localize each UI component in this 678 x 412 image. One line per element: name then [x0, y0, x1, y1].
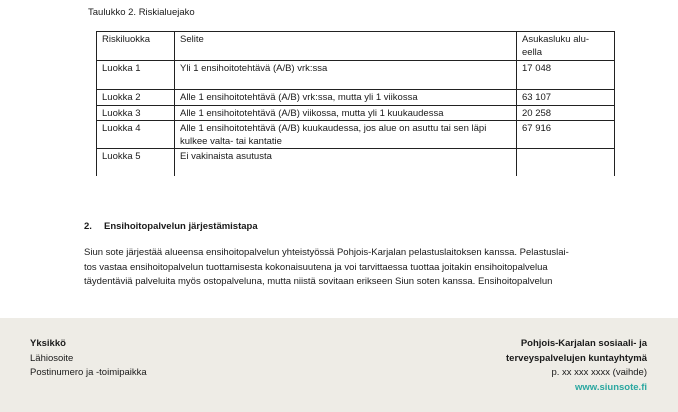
table-row [97, 149, 615, 177]
row-class: Luokka 2 [97, 90, 175, 106]
row-class: Luokka 3 [97, 105, 175, 121]
footer-postal: Postinumero ja -toimipaikka [30, 367, 147, 378]
row-class: Luokka 4 [97, 121, 175, 149]
row-desc: Yli 1 ensihoitotehtävä (A/B) vrk:ssa [175, 61, 517, 90]
footer-organization-block [506, 337, 647, 395]
row-desc: Ei vakinaista asutusta [175, 149, 517, 177]
row-pop: 20 258 [517, 105, 615, 121]
footer-address-block [30, 337, 147, 381]
footer-phone: p. xx xxx xxxx (vaihde) [551, 367, 647, 378]
row-desc: Alle 1 ensihoitotehtävä (A/B) viikossa, mutta yli 1 kuukaudessa [175, 105, 517, 121]
header-asukasluku: Asukasluku alu- eella [517, 32, 615, 61]
body-paragraph [84, 246, 604, 290]
body-line: Siun sote järjestää alueensa ensihoitopalvelun yhteistyössä Pohjois-Karjalan pelastuslaitoksen kanssa. Pelastuslai- [84, 247, 569, 258]
row-desc: Alle 1 ensihoitotehtävä (A/B) kuukaudessa, jos alue on asuttu tai sen läpi kulkee valta- tai kantatie [175, 121, 517, 149]
page-footer [0, 318, 678, 412]
body-line: tos vastaa ensihoitopalvelun tuottamisesta kokonaisuutena ja voi tarvittaessa tuottaa joitakin ensihoitopalvelua [84, 261, 548, 273]
footer-org-name-line2: terveyspalvelujen kuntayhtymä [506, 352, 647, 364]
row-pop: 17 048 [517, 61, 615, 90]
footer-unit: Yksikkö [30, 338, 66, 349]
row-pop: 67 916 [517, 121, 615, 149]
footer-org-name-line1: Pohjois-Karjalan sosiaali- ja [520, 338, 647, 349]
table-row [97, 121, 615, 149]
table-caption: Taulukko 2. Riskialuejako [88, 7, 195, 18]
section-heading [84, 221, 258, 232]
table-header-row [97, 32, 615, 61]
row-pop [517, 149, 615, 177]
risk-area-table [96, 31, 615, 176]
row-pop: 63 107 [517, 90, 615, 106]
section-number: 2. [84, 221, 92, 232]
row-desc: Alle 1 ensihoitotehtävä (A/B) vrk:ssa, mutta yli 1 viikossa [175, 90, 517, 106]
table-row [97, 61, 615, 90]
footer-website-link[interactable]: www.siunsote.fi [575, 381, 647, 393]
footer-street-address: Lähiosoite [30, 352, 74, 364]
body-line: täydentäviä palveluita myös ostopalveluna, mutta niistä sovitaan erikseen Siun soten kanssa. Ensihoitopalvelun [84, 276, 553, 287]
section-title: Ensihoitopalvelun järjestämistapa [104, 221, 258, 232]
header-selite: Selite [175, 32, 517, 61]
row-class: Luokka 5 [97, 149, 175, 177]
table-row [97, 105, 615, 121]
header-riskiluokka: Riskiluokka [97, 32, 175, 61]
table-row [97, 90, 615, 106]
row-class: Luokka 1 [97, 61, 175, 90]
